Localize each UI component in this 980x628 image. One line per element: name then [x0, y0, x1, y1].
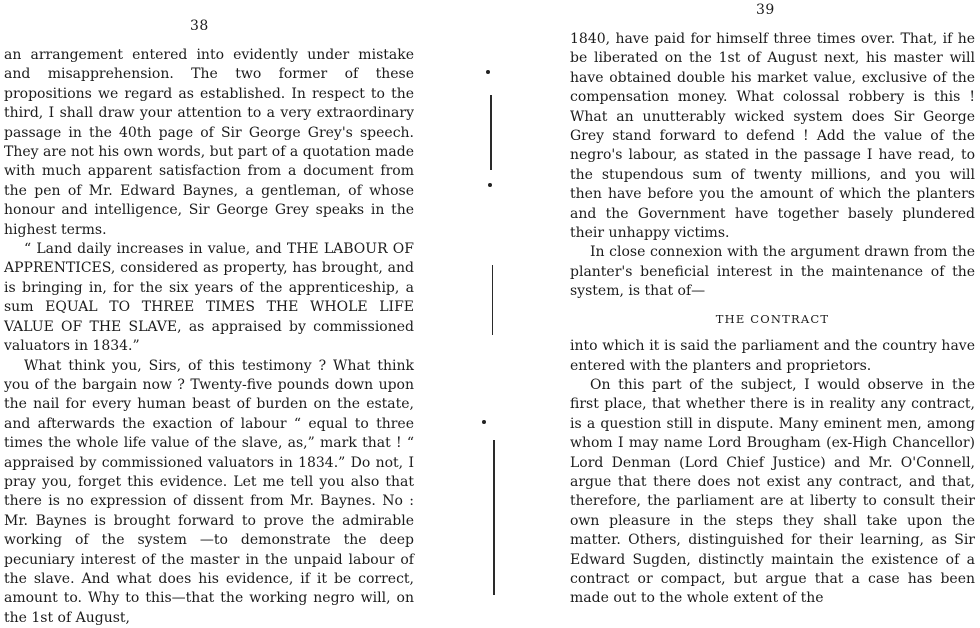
left-page-text	[4, 46, 414, 628]
page-number-left: 38	[190, 18, 209, 34]
gutter-mark	[493, 440, 495, 595]
left-paragraph-1: an arrangement entered into evidently under mistake and misapprehension. The two former of these propositions we regard as established. In respect to the third, I shall draw your attention to a very extraordinary passage in the 40th page of Sir George Grey's speech. They are not his own words, but part of a quotation made with much apparent satisfaction from a document from the pen of Mr. Edward Baynes, a gentleman, of whose honour and intelligence, Sir George Grey speaks in the highest terms.	[4, 46, 414, 240]
page-number-right: 39	[756, 2, 775, 18]
gutter-dot	[488, 183, 492, 187]
left-page	[0, 0, 430, 620]
right-paragraph-4: On this part of the subject, I would observe in the first place, that whether there is in reality any contract, is a question still in dispute. Many eminent men, among whom I may name Lord Brougham (ex-High Chancellor) Lord Denman (Lord Chief Justice) and Mr. O'Connell, argue that there does not exist any contract, and that, therefore, the parliament are at liberty to consult their own pleasure in the steps they shall take upon the matter. Others, distinguished for their learning, as Sir Edward Sugden, distinctly maintain the existence of a contract or compact, but argue that a case has been made out to the whole extent of the	[570, 376, 975, 609]
gutter-mark	[492, 265, 493, 335]
gutter-dot	[486, 70, 490, 74]
section-heading: THE CONTRACT	[570, 310, 975, 329]
right-paragraph-1: 1840, have paid for himself three times over. That, if he be liberated on the 1st of August next, his master will have obtained double his market value, exclusive of the compensation money. What colossal robbery is this ! What an unutterably wicked system does Sir George Grey stand forward to defend ! Add the value of the negro's labour, as stated in the passage I have read, to the stupendous sum of twenty millions, and you will then have before you the amount of which the planters and the Government have together basely plundered their unhappy victims.	[570, 30, 975, 243]
right-page-text	[570, 30, 975, 609]
right-page	[560, 0, 980, 620]
right-paragraph-2: In close connexion with the argument drawn from the planter's beneficial interest in the maintenance of the system, is that of—	[570, 243, 975, 301]
left-paragraph-3: What think you, Sirs, of this testimony ? What think you of the bargain now ? Twenty-five pounds down upon the nail for every human beast of burden on the estate, and afterwards the exaction of labour “ equal to three times the whole life value of the slave, as,” mark that ! “ appraised by commissioned valuators in 1834.” Do not, I pray you, forget this evidence. Let me tell you also that there is no expression of dissent from Mr. Baynes. No : Mr. Baynes is brought forward to prove the admirable working of the system —to demonstrate the deep pecuniary interest of the master in the unpaid labour of the slave. And what does his evidence, if it be correct, amount to. Why to this—that the working negro will, on the 1st of August,	[4, 357, 414, 628]
book-gutter	[430, 0, 560, 620]
right-paragraph-3: into which it is said the parliament and the country have entered with the planters and proprietors.	[570, 337, 975, 376]
gutter-dot	[482, 420, 486, 424]
gutter-mark	[490, 95, 492, 170]
left-paragraph-quote: “ Land daily increases in value, and THE LABOUR OF APPRENTICES, considered as property, has brought, and is bringing in, for the six years of the apprenticeship, a sum EQUAL TO THREE TIMES THE WHOLE LIFE VALUE OF THE SLAVE, as appraised by commissioned valuators in 1834.”	[4, 240, 414, 356]
